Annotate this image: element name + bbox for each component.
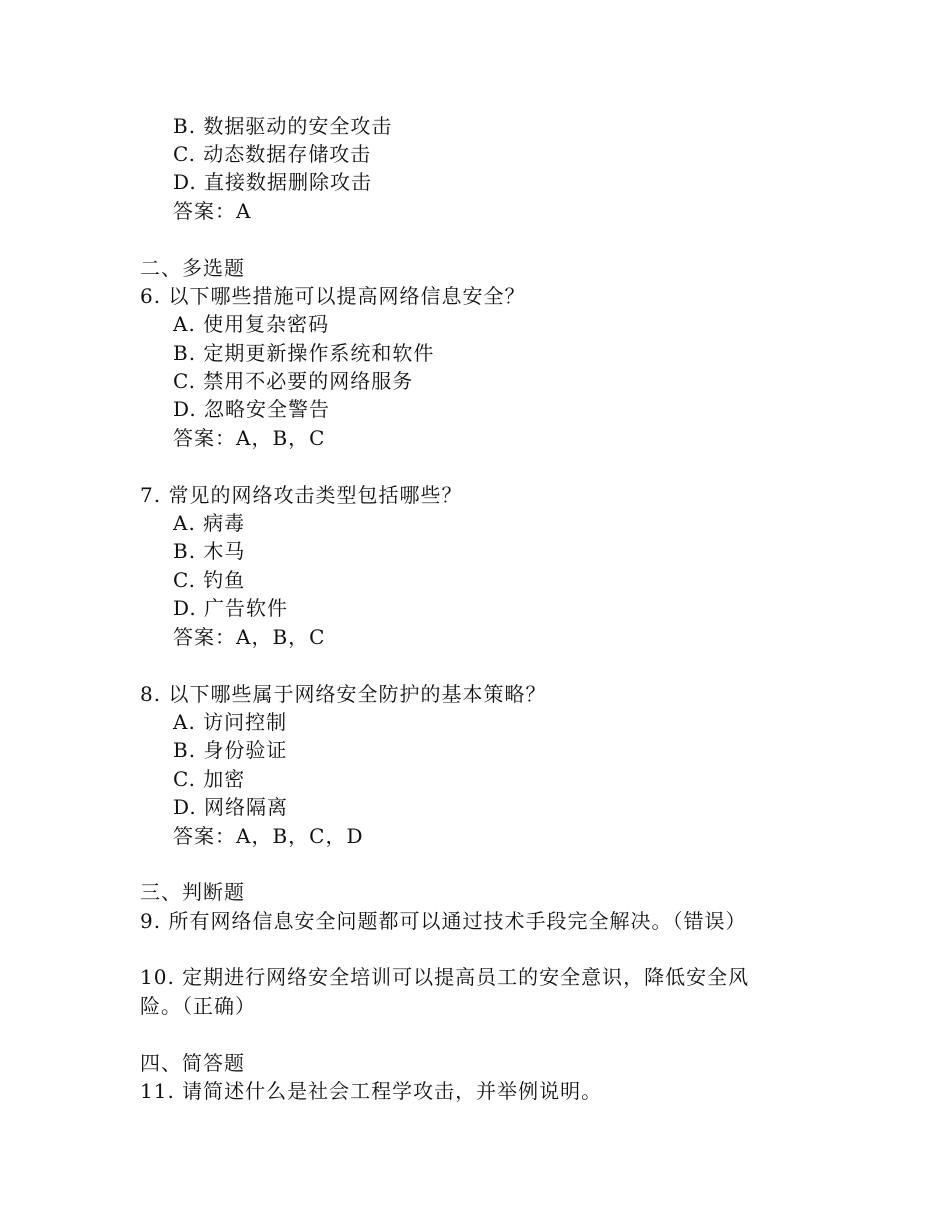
option-b: B. 木马 <box>173 539 246 563</box>
section-heading-judge: 三、判断题 <box>140 880 245 904</box>
question-9: 9. 所有网络信息安全问题都可以通过技术手段完全解决。（错误） <box>140 909 747 933</box>
option-c: C. 加密 <box>173 767 246 791</box>
question-10-continued: 险。（正确） <box>140 994 256 1018</box>
option-a: A. 使用复杂密码 <box>173 312 330 336</box>
option-d: D. 直接数据删除攻击 <box>173 170 373 194</box>
option-b: B. 定期更新操作系统和软件 <box>173 341 435 365</box>
question-8: 8. 以下哪些属于网络安全防护的基本策略？ <box>140 682 547 706</box>
answer: 答案：A，B，C，D <box>173 824 364 848</box>
option-d: D. 网络隔离 <box>173 795 289 819</box>
answer: 答案：A，B，C <box>173 426 326 450</box>
section-heading-short: 四、简答题 <box>140 1051 245 1075</box>
question-7: 7. 常见的网络攻击类型包括哪些？ <box>140 483 463 507</box>
answer: 答案：A <box>173 199 252 223</box>
option-b: B. 数据驱动的安全攻击 <box>173 114 393 138</box>
option-a: A. 病毒 <box>173 511 246 535</box>
option-c: C. 动态数据存储攻击 <box>173 142 372 166</box>
answer: 答案：A，B，C <box>173 625 326 649</box>
option-d: D. 忽略安全警告 <box>173 397 331 421</box>
option-b: B. 身份验证 <box>173 738 288 762</box>
option-c: C. 钓鱼 <box>173 568 246 592</box>
question-11: 11. 请简述什么是社会工程学攻击，并举例说明。 <box>140 1079 603 1103</box>
option-a: A. 访问控制 <box>173 710 288 734</box>
option-c: C. 禁用不必要的网络服务 <box>173 369 414 393</box>
question-10: 10. 定期进行网络安全培训可以提高员工的安全意识，降低安全风 <box>140 965 750 989</box>
question-6: 6. 以下哪些措施可以提高网络信息安全？ <box>140 284 526 308</box>
option-d: D. 广告软件 <box>173 596 289 620</box>
section-heading-multi: 二、多选题 <box>140 256 245 280</box>
